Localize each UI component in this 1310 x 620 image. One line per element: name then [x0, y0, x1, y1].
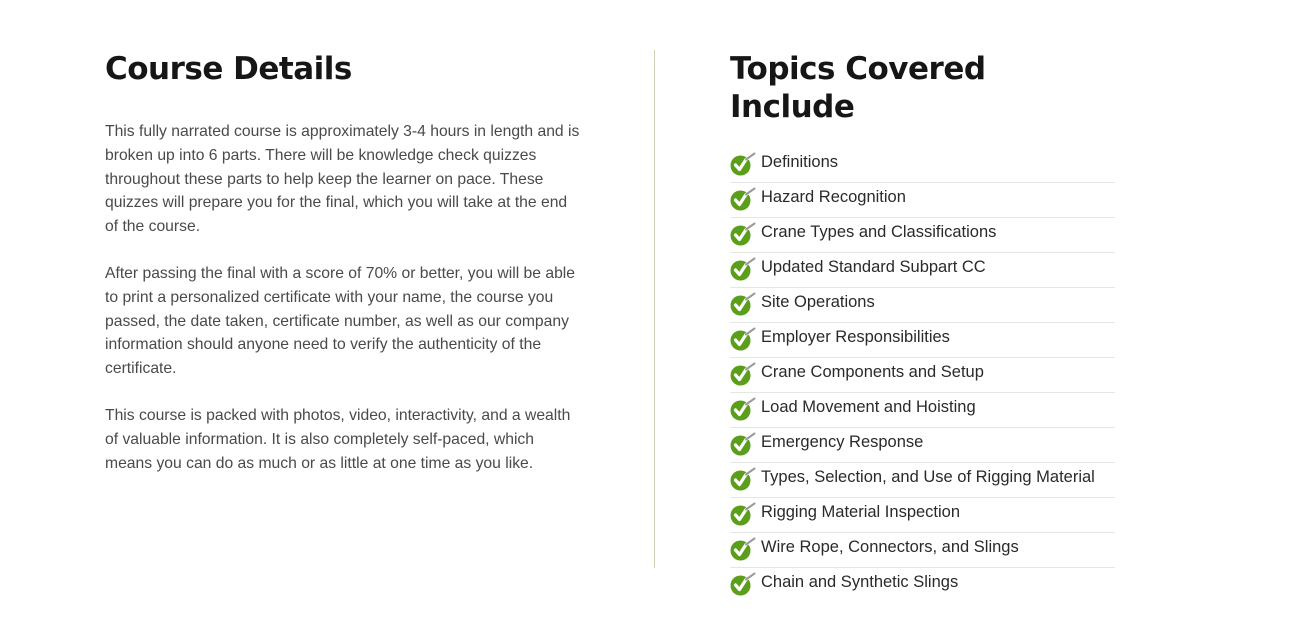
topic-item — [730, 533, 1115, 568]
topic-item — [730, 428, 1115, 463]
topic-item — [730, 323, 1115, 358]
topic-label: Site Operations — [761, 293, 875, 311]
topic-label: Rigging Material Inspection — [761, 503, 961, 521]
check-icon — [730, 187, 756, 211]
check-icon — [730, 397, 756, 421]
topic-label: Definitions — [761, 153, 839, 171]
topic-label: Wire Rope, Connectors, and Slings — [761, 538, 1019, 556]
topic-item — [730, 288, 1115, 323]
topic-label: Updated Standard Subpart CC — [761, 258, 986, 276]
topics-title: Topics Covered Include — [730, 51, 986, 125]
topic-item — [730, 358, 1115, 393]
topic-label: Employer Responsibilities — [761, 328, 950, 346]
topic-item — [730, 568, 1115, 603]
topic-item — [730, 148, 1115, 183]
check-icon — [730, 432, 756, 456]
topic-item — [730, 393, 1115, 428]
topics-section — [730, 50, 1115, 603]
check-icon — [730, 222, 756, 246]
topic-item — [730, 498, 1115, 533]
course-details-section — [105, 50, 580, 498]
check-icon — [730, 327, 756, 351]
check-icon — [730, 257, 756, 281]
check-icon — [730, 572, 756, 596]
topic-item — [730, 253, 1115, 288]
check-icon — [730, 362, 756, 386]
check-icon — [730, 152, 756, 176]
course-details-paragraph: After passing the final with a score of 70% or better, you will be able to print a personalized certificate with your name, the course you passed, the date taken, certificate number, as well as our company information should anyone need to verify the authenticity of the certificate. — [105, 264, 576, 378]
topic-label: Load Movement and Hoisting — [761, 398, 976, 416]
topic-label: Hazard Recognition — [761, 188, 906, 206]
column-divider — [654, 50, 655, 568]
topic-label: Types, Selection, and Use of Rigging Material — [761, 468, 1095, 486]
topic-label: Crane Types and Classifications — [761, 223, 997, 241]
topic-label: Crane Components and Setup — [761, 363, 984, 381]
check-icon — [730, 502, 756, 526]
topic-label: Emergency Response — [761, 433, 924, 451]
topic-item — [730, 218, 1115, 253]
topic-item — [730, 463, 1115, 498]
topic-label: Chain and Synthetic Slings — [761, 573, 959, 591]
course-details-title: Course Details — [105, 51, 352, 87]
course-details-paragraph: This course is packed with photos, video, interactivity, and a wealth of valuable information. It is also completely self-paced, which means you can do as much or as little at one time as you like. — [105, 406, 571, 472]
course-details-paragraph: This fully narrated course is approximately 3-4 hours in length and is broken up into 6 parts. There will be knowledge check quizzes throughout these parts to help keep the learner on pace. These quizzes will prepare you for the final, which you will take at the end of the course. — [105, 123, 580, 236]
topics-list — [730, 148, 1115, 603]
check-icon — [730, 467, 756, 491]
check-icon — [730, 292, 756, 316]
check-icon — [730, 537, 756, 561]
topic-item — [730, 183, 1115, 218]
